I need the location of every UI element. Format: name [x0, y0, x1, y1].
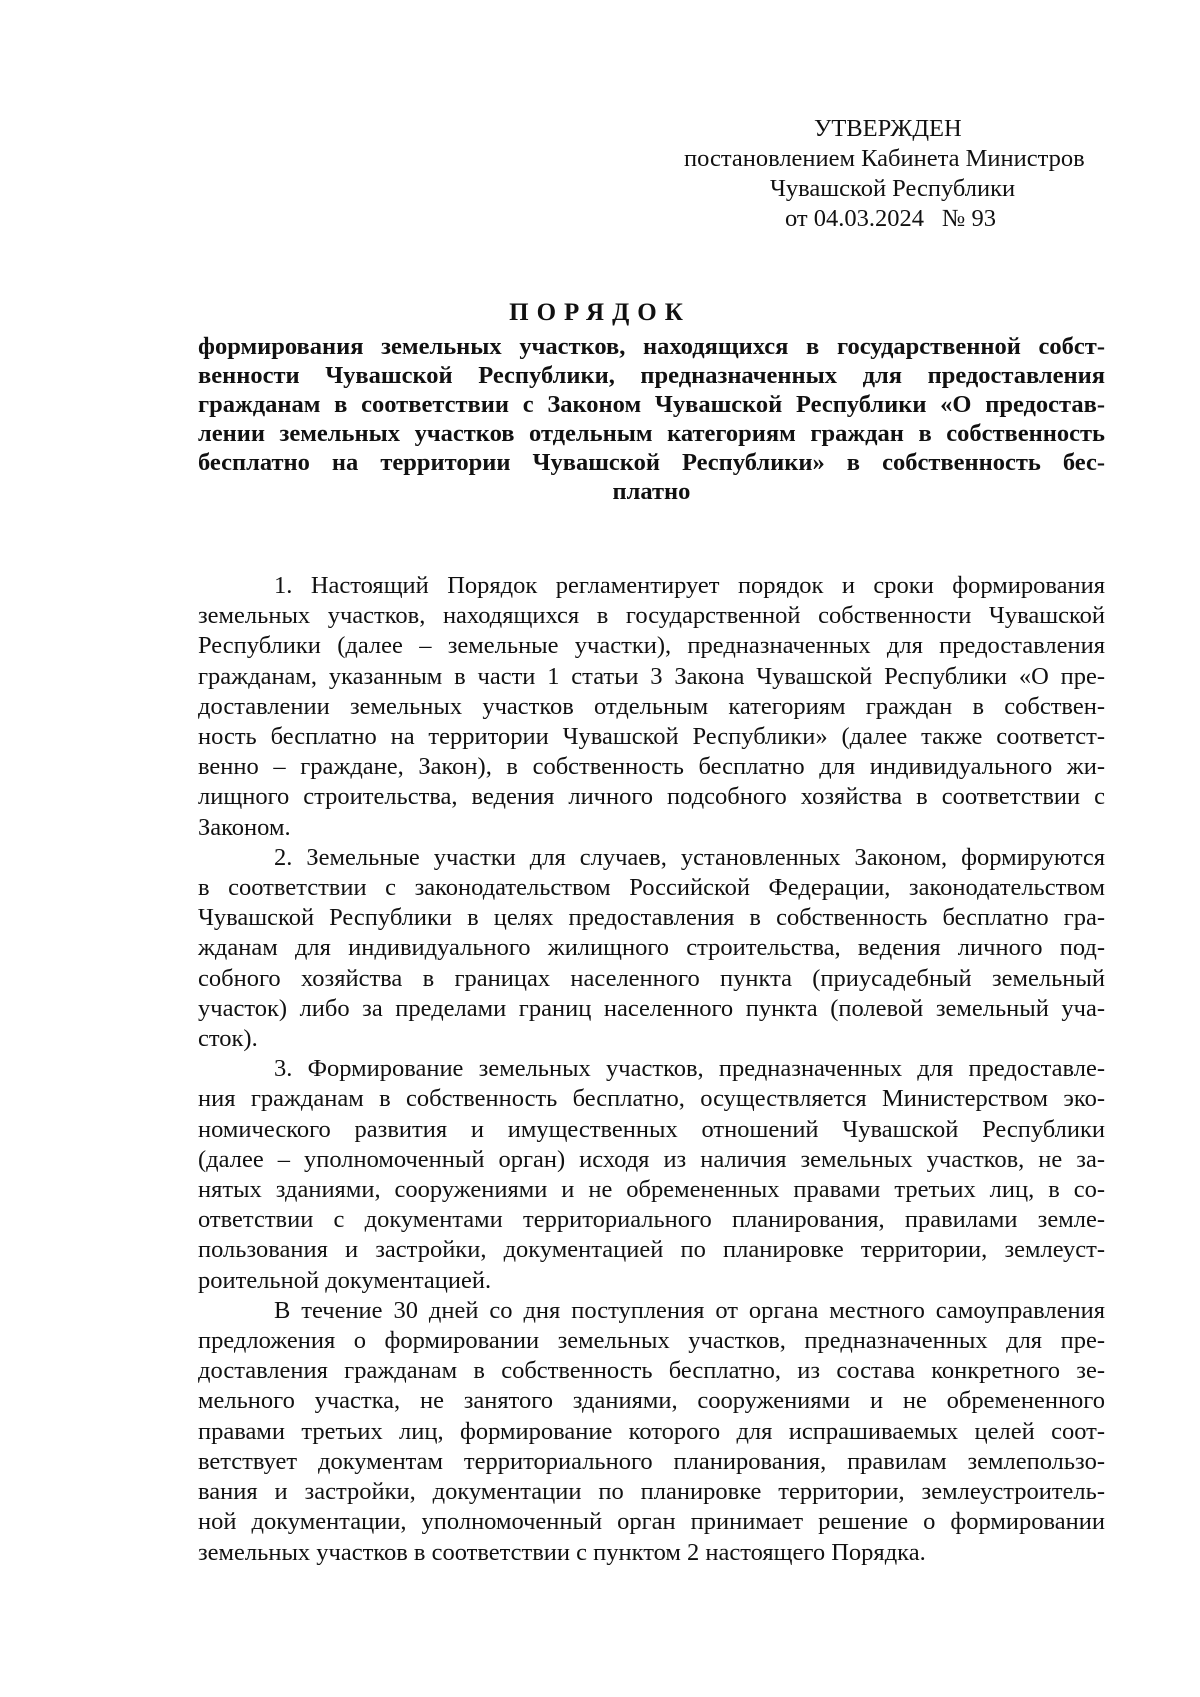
approval-date-line: [660, 204, 1160, 234]
paragraph-2: [198, 843, 1105, 1054]
text-line: жданам для индивидуального жилищного строительства, ведения личного под-: [198, 934, 1105, 962]
subtitle-line: венности Чувашской Республики, предназначенных для предоставления: [198, 362, 1105, 389]
document-body: [198, 571, 1105, 1568]
approval-authority: постановлением Кабинета Министров: [684, 145, 1085, 172]
text-line: доставления гражданам в собственность бесплатно, из состава конкретного зе-: [198, 1357, 1105, 1385]
text-line: гражданам, указанным в части 1 статьи 3 Закона Чувашской Республики «О пре-: [198, 662, 1105, 690]
subtitle-line: бесплатно на территории Чувашской Республики» в собственность бес-: [198, 449, 1105, 476]
text-line: мельного участка, не занятого зданиями, сооружениями и не обремененного: [198, 1387, 1105, 1415]
approval-number: № 93: [942, 205, 997, 232]
text-line: ответствии с документами территориального планирования, правилами земле-: [198, 1206, 1105, 1234]
text-line: доставлении земельных участков отдельным категориям граждан в собствен-: [198, 692, 1105, 720]
text-line: венно – граждане, Закон), в собственность бесплатно для индивидуального жи-: [198, 753, 1105, 781]
text-line: вания и застройки, документации по планировке территории, землеустроитель-: [198, 1478, 1105, 1506]
subtitle-line: лении земельных участков отдельным категориям граждан в собственность: [198, 420, 1105, 447]
text-line: Законом.: [198, 813, 291, 841]
paragraph-3: [198, 1054, 1105, 1296]
subtitle-line: формирования земельных участков, находящихся в государственной собст-: [198, 333, 1105, 360]
approval-heading: УТВЕРЖДЕН: [814, 115, 962, 142]
paragraph-4: [198, 1296, 1105, 1568]
text-line: Чувашской Республики в целях предоставления в собственность бесплатно гра-: [198, 904, 1105, 932]
text-line: участок) либо за пределами границ населенного пункта (полевой земельный уча-: [198, 994, 1105, 1022]
text-line: сток).: [198, 1025, 258, 1053]
text-line: роительной документацией.: [198, 1266, 492, 1294]
text-line: 1. Настоящий Порядок регламентирует порядок и сроки формирования: [274, 572, 1105, 599]
paragraph-1: [198, 571, 1105, 843]
text-line: предложения о формировании земельных участков, предназначенных для пре-: [198, 1327, 1105, 1355]
text-line: ветствует документам территориального планирования, правилам землепользо-: [198, 1447, 1105, 1475]
text-line: правами третьих лиц, формирование которого для испрашиваемых целей соот-: [198, 1417, 1105, 1445]
text-line: земельных участков в соответствии с пунктом 2 настоящего Порядка.: [198, 1538, 926, 1566]
subtitle-line: платно: [612, 478, 691, 505]
text-line: нятых зданиями, сооружениями и не обремененных правами третьих лиц, в со-: [198, 1176, 1105, 1204]
document-subtitle: [198, 332, 1105, 506]
text-line: В течение 30 дней со дня поступления от органа местного самоуправления: [274, 1296, 1105, 1324]
approval-region: Чувашской Республики: [770, 175, 1016, 202]
text-line: (далее – уполномоченный орган) исходя из наличия земельных участков, не за-: [198, 1145, 1105, 1173]
approval-stamp: [660, 114, 1160, 234]
text-line: 2. Земельные участки для случаев, установленных Законом, формируются: [274, 843, 1105, 871]
text-line: ной документации, уполномоченный орган принимает решение о формировании: [198, 1508, 1105, 1536]
text-line: ность бесплатно на территории Чувашской Республики» (далее также соответст-: [198, 723, 1105, 751]
text-line: собного хозяйства в границах населенного пункта (приусадебный земельный: [198, 964, 1105, 992]
text-line: пользования и застройки, документацией по планировке территории, землеуст-: [198, 1236, 1105, 1264]
approval-date: от 04.03.2024: [785, 205, 925, 232]
document-title: ПОРЯДОК: [509, 299, 691, 326]
text-line: ния гражданам в собственность бесплатно, осуществляется Министерством эко-: [198, 1085, 1105, 1113]
text-line: Республики (далее – земельные участки), предназначенных для предоставления: [198, 632, 1105, 660]
text-line: лищного строительства, ведения личного подсобного хозяйства в соответствии с: [198, 783, 1105, 811]
subtitle-line: гражданам в соответствии с Законом Чувашской Республики «О предостав-: [198, 391, 1105, 418]
text-line: земельных участков, находящихся в государственной собственности Чувашской: [198, 602, 1105, 630]
text-line: 3. Формирование земельных участков, предназначенных для предоставле-: [274, 1055, 1105, 1083]
text-line: номического развития и имущественных отношений Чувашской Республики: [198, 1115, 1105, 1143]
text-line: в соответствии с законодательством Российской Федерации, законодательством: [198, 874, 1105, 902]
